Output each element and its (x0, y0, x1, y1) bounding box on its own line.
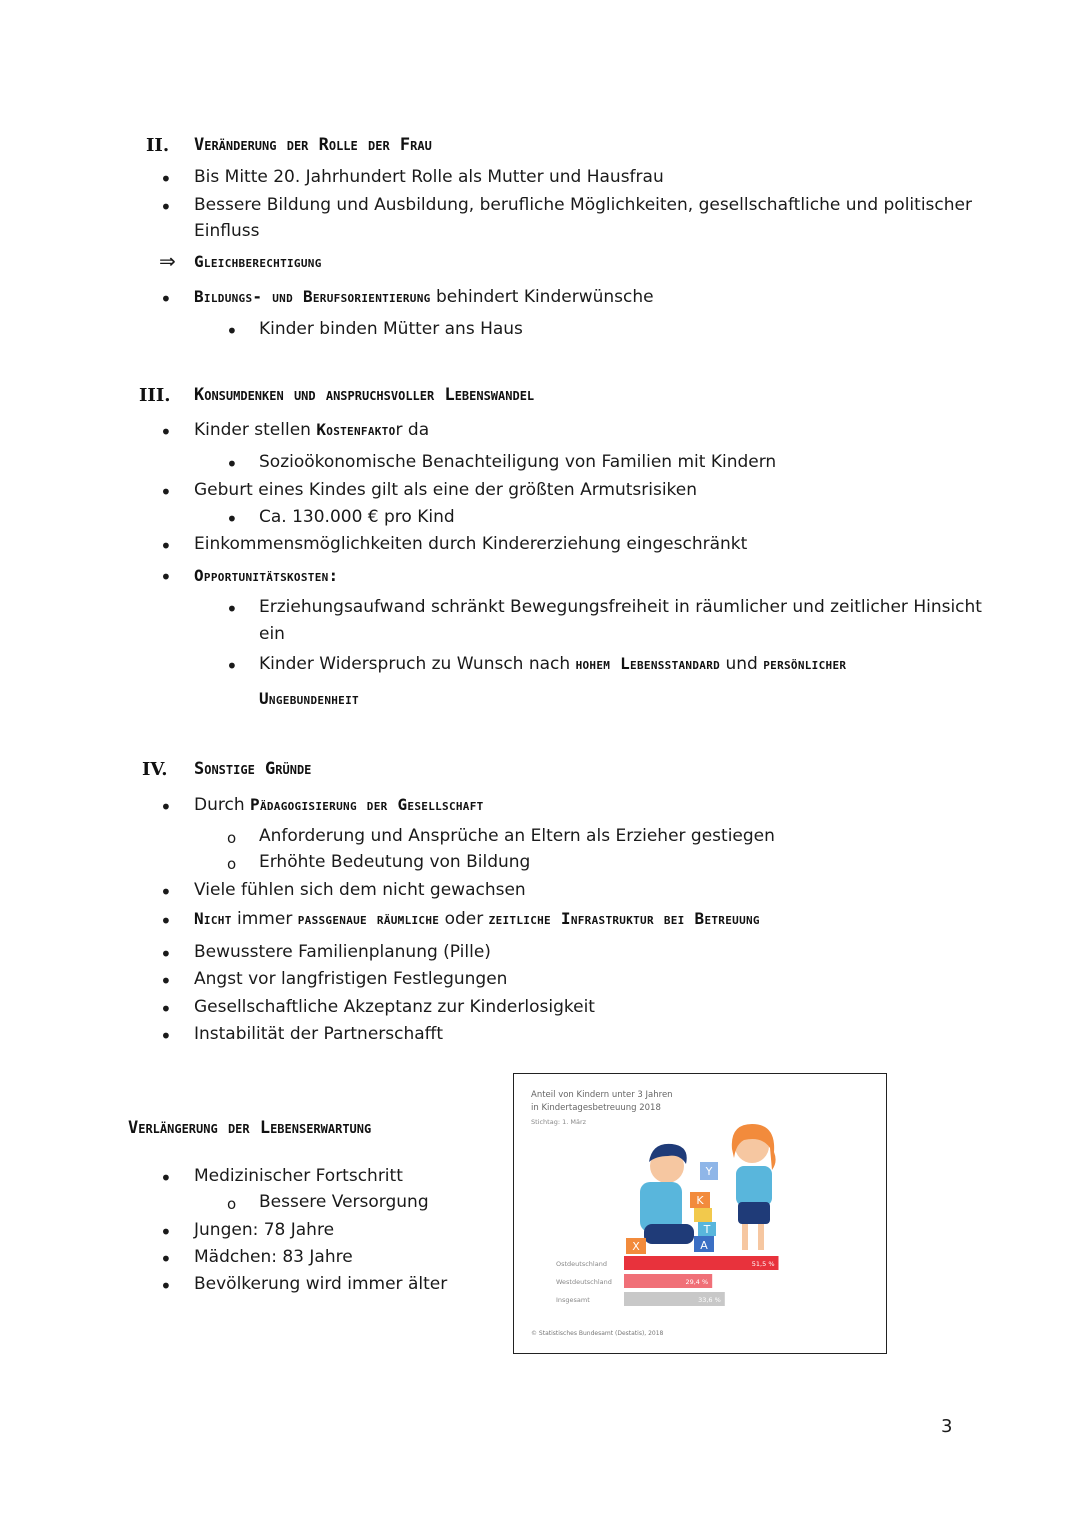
text: immer (231, 909, 298, 929)
category-label: Insgesamt (556, 1296, 590, 1304)
list-item: Geburt eines Kindes gilt als eine der größten Armutsrisiken (194, 480, 698, 500)
list-item (194, 287, 654, 307)
section-number: II. (146, 135, 170, 156)
bullet-icon: • (160, 1274, 172, 1298)
bullet-icon: • (160, 1024, 172, 1048)
list-item: Bessere Bildung und Ausbildung, berufliche Möglichkeiten, gesellschaftliche und politischer (194, 195, 972, 215)
emphasis-text: Ungebundenheit (259, 689, 359, 708)
sub-list-item: Erhöhte Bedeutung von Bildung (259, 852, 531, 872)
chart-svg (514, 1074, 886, 1353)
sub-list-item-continued: ein (259, 624, 285, 644)
text: Kinder Widerspruch zu Wunsch nach (259, 654, 576, 674)
text: r da (395, 420, 430, 440)
section-title: Konsumdenken und anspruchsvoller Lebenswandel (194, 385, 535, 405)
bullet-icon: • (226, 597, 238, 621)
girl-leg (758, 1224, 764, 1250)
list-item: Gesellschaftliche Akzeptanz zur Kinderlosigkeit (194, 997, 595, 1017)
conclusion-text: Gleichberechtigung (194, 252, 322, 271)
boy-pants (644, 1224, 694, 1244)
bullet-icon: • (160, 795, 172, 819)
value-label: 51,5 % (751, 1260, 775, 1268)
bullet-icon: • (160, 1166, 172, 1190)
emphasis-text: Pädagogisierung der Gesellschaft (250, 795, 484, 814)
bullet-icon: • (226, 507, 238, 531)
bullet-icon: • (160, 195, 172, 219)
bullet-icon: • (160, 942, 172, 966)
list-item (194, 909, 760, 929)
list-item: Viele fühlen sich dem nicht gewachsen (194, 880, 526, 900)
girl-shirt (736, 1166, 772, 1206)
emphasis-text: zeitliche Infrastruktur bei Betreuung (488, 909, 760, 928)
list-item: Bewusstere Familienplanung (Pille) (194, 942, 491, 962)
text: Kinder stellen (194, 420, 317, 440)
list-item: Instabilität der Partnerschafft (194, 1024, 444, 1044)
sub-list-item: Bessere Versorgung (259, 1192, 429, 1212)
list-item: Jungen: 78 Jahre (194, 1220, 335, 1240)
bullet-icon: • (160, 880, 172, 904)
sub-list-item: Erziehungsaufwand schränkt Bewegungsfreiheit in räumlicher und zeitlicher Hinsicht (259, 597, 982, 617)
list-item (194, 795, 484, 815)
list-item: Mädchen: 83 Jahre (194, 1247, 353, 1267)
chart-source: © Statistisches Bundesamt (Destatis), 2018 (531, 1330, 664, 1337)
sub-list-item (259, 654, 846, 674)
category-label: Ostdeutschland (556, 1260, 607, 1268)
bullet-icon: • (160, 969, 172, 993)
value-label: 29,4 % (685, 1278, 709, 1286)
sub-list-item: Kinder binden Mütter ans Haus (259, 319, 523, 339)
bullet-icon: • (160, 909, 172, 933)
text: und (720, 654, 764, 674)
circle-bullet-icon: o (227, 1195, 237, 1213)
children-illustration (626, 1124, 776, 1254)
bullet-icon: • (160, 480, 172, 504)
bullet-icon: • (226, 452, 238, 476)
list-item: Bis Mitte 20. Jahrhundert Rolle als Mutter und Hausfrau (194, 167, 664, 187)
section-title: Veränderung der Rolle der Frau (194, 135, 432, 155)
list-item: Medizinischer Fortschritt (194, 1166, 403, 1186)
section-number: IV. (142, 759, 168, 780)
letter-block (694, 1208, 712, 1222)
list-item: Angst vor langfristigen Festlegungen (194, 969, 508, 989)
bullet-icon: • (160, 420, 172, 444)
bullet-icon: • (160, 565, 172, 589)
bullet-icon: • (160, 1220, 172, 1244)
page-number: 3 (941, 1416, 953, 1437)
bullet-icon: • (226, 654, 238, 678)
chart-title-line2: in Kindertagesbetreuung 2018 (531, 1103, 661, 1113)
chart-figure (513, 1073, 887, 1354)
emphasis-text: persönlicher (763, 654, 847, 673)
girl-leg (742, 1224, 748, 1250)
text: Durch (194, 795, 251, 815)
circle-bullet-icon: o (227, 829, 237, 847)
sub-list-item: Sozioökonomische Benachteiligung von Familien mit Kindern (259, 452, 777, 472)
list-item: Bevölkerung wird immer älter (194, 1274, 448, 1294)
emphasis-text: hohem Lebensstandard (575, 654, 721, 673)
implies-arrow-icon: ⇒ (159, 249, 176, 273)
text: oder (439, 909, 489, 929)
bullet-icon: • (160, 997, 172, 1021)
value-label: 33,6 % (698, 1296, 721, 1304)
section-title: Sonstige Gründe (194, 759, 312, 779)
chart-subtitle: Stichtag: 1. März (531, 1118, 587, 1126)
sub-list-item: Anforderung und Ansprüche an Eltern als Erzieher gestiegen (259, 826, 775, 846)
bar-group (556, 1256, 779, 1306)
bullet-icon: • (160, 167, 172, 191)
section-number: III. (139, 385, 171, 406)
list-item: Opportunitätskosten: (194, 566, 339, 585)
emphasis-text: Nicht (194, 909, 232, 928)
list-item (194, 420, 429, 440)
block-letter: X (632, 1240, 640, 1253)
bullet-icon: • (160, 534, 172, 558)
block-letter: A (700, 1239, 708, 1252)
block-letter: T (703, 1223, 711, 1236)
bullet-icon: • (160, 287, 172, 311)
sub-list-item: Ca. 130.000 € pro Kind (259, 507, 455, 527)
list-item-continued: Einfluss (194, 221, 260, 241)
emphasis-text: Kostenfakto (316, 420, 396, 439)
girl-skirt (738, 1202, 770, 1224)
emphasis-text: passgenaue räumliche (297, 909, 440, 928)
section-title: Verlängerung der Lebenserwartung (128, 1118, 372, 1138)
bullet-icon: • (160, 1247, 172, 1271)
circle-bullet-icon: o (227, 855, 237, 873)
chart-title-line1: Anteil von Kindern unter 3 Jahren (531, 1090, 673, 1100)
text: behindert Kinderwünsche (430, 287, 654, 307)
list-item: Einkommensmöglichkeiten durch Kindererziehung eingeschränkt (194, 534, 748, 554)
block-letter: K (696, 1194, 704, 1207)
emphasis-text: Bildungs- und Berufsorientierung (194, 287, 431, 306)
category-label: Westdeutschland (556, 1278, 612, 1286)
bullet-icon: • (226, 319, 238, 343)
block-letter: Y (705, 1165, 713, 1178)
